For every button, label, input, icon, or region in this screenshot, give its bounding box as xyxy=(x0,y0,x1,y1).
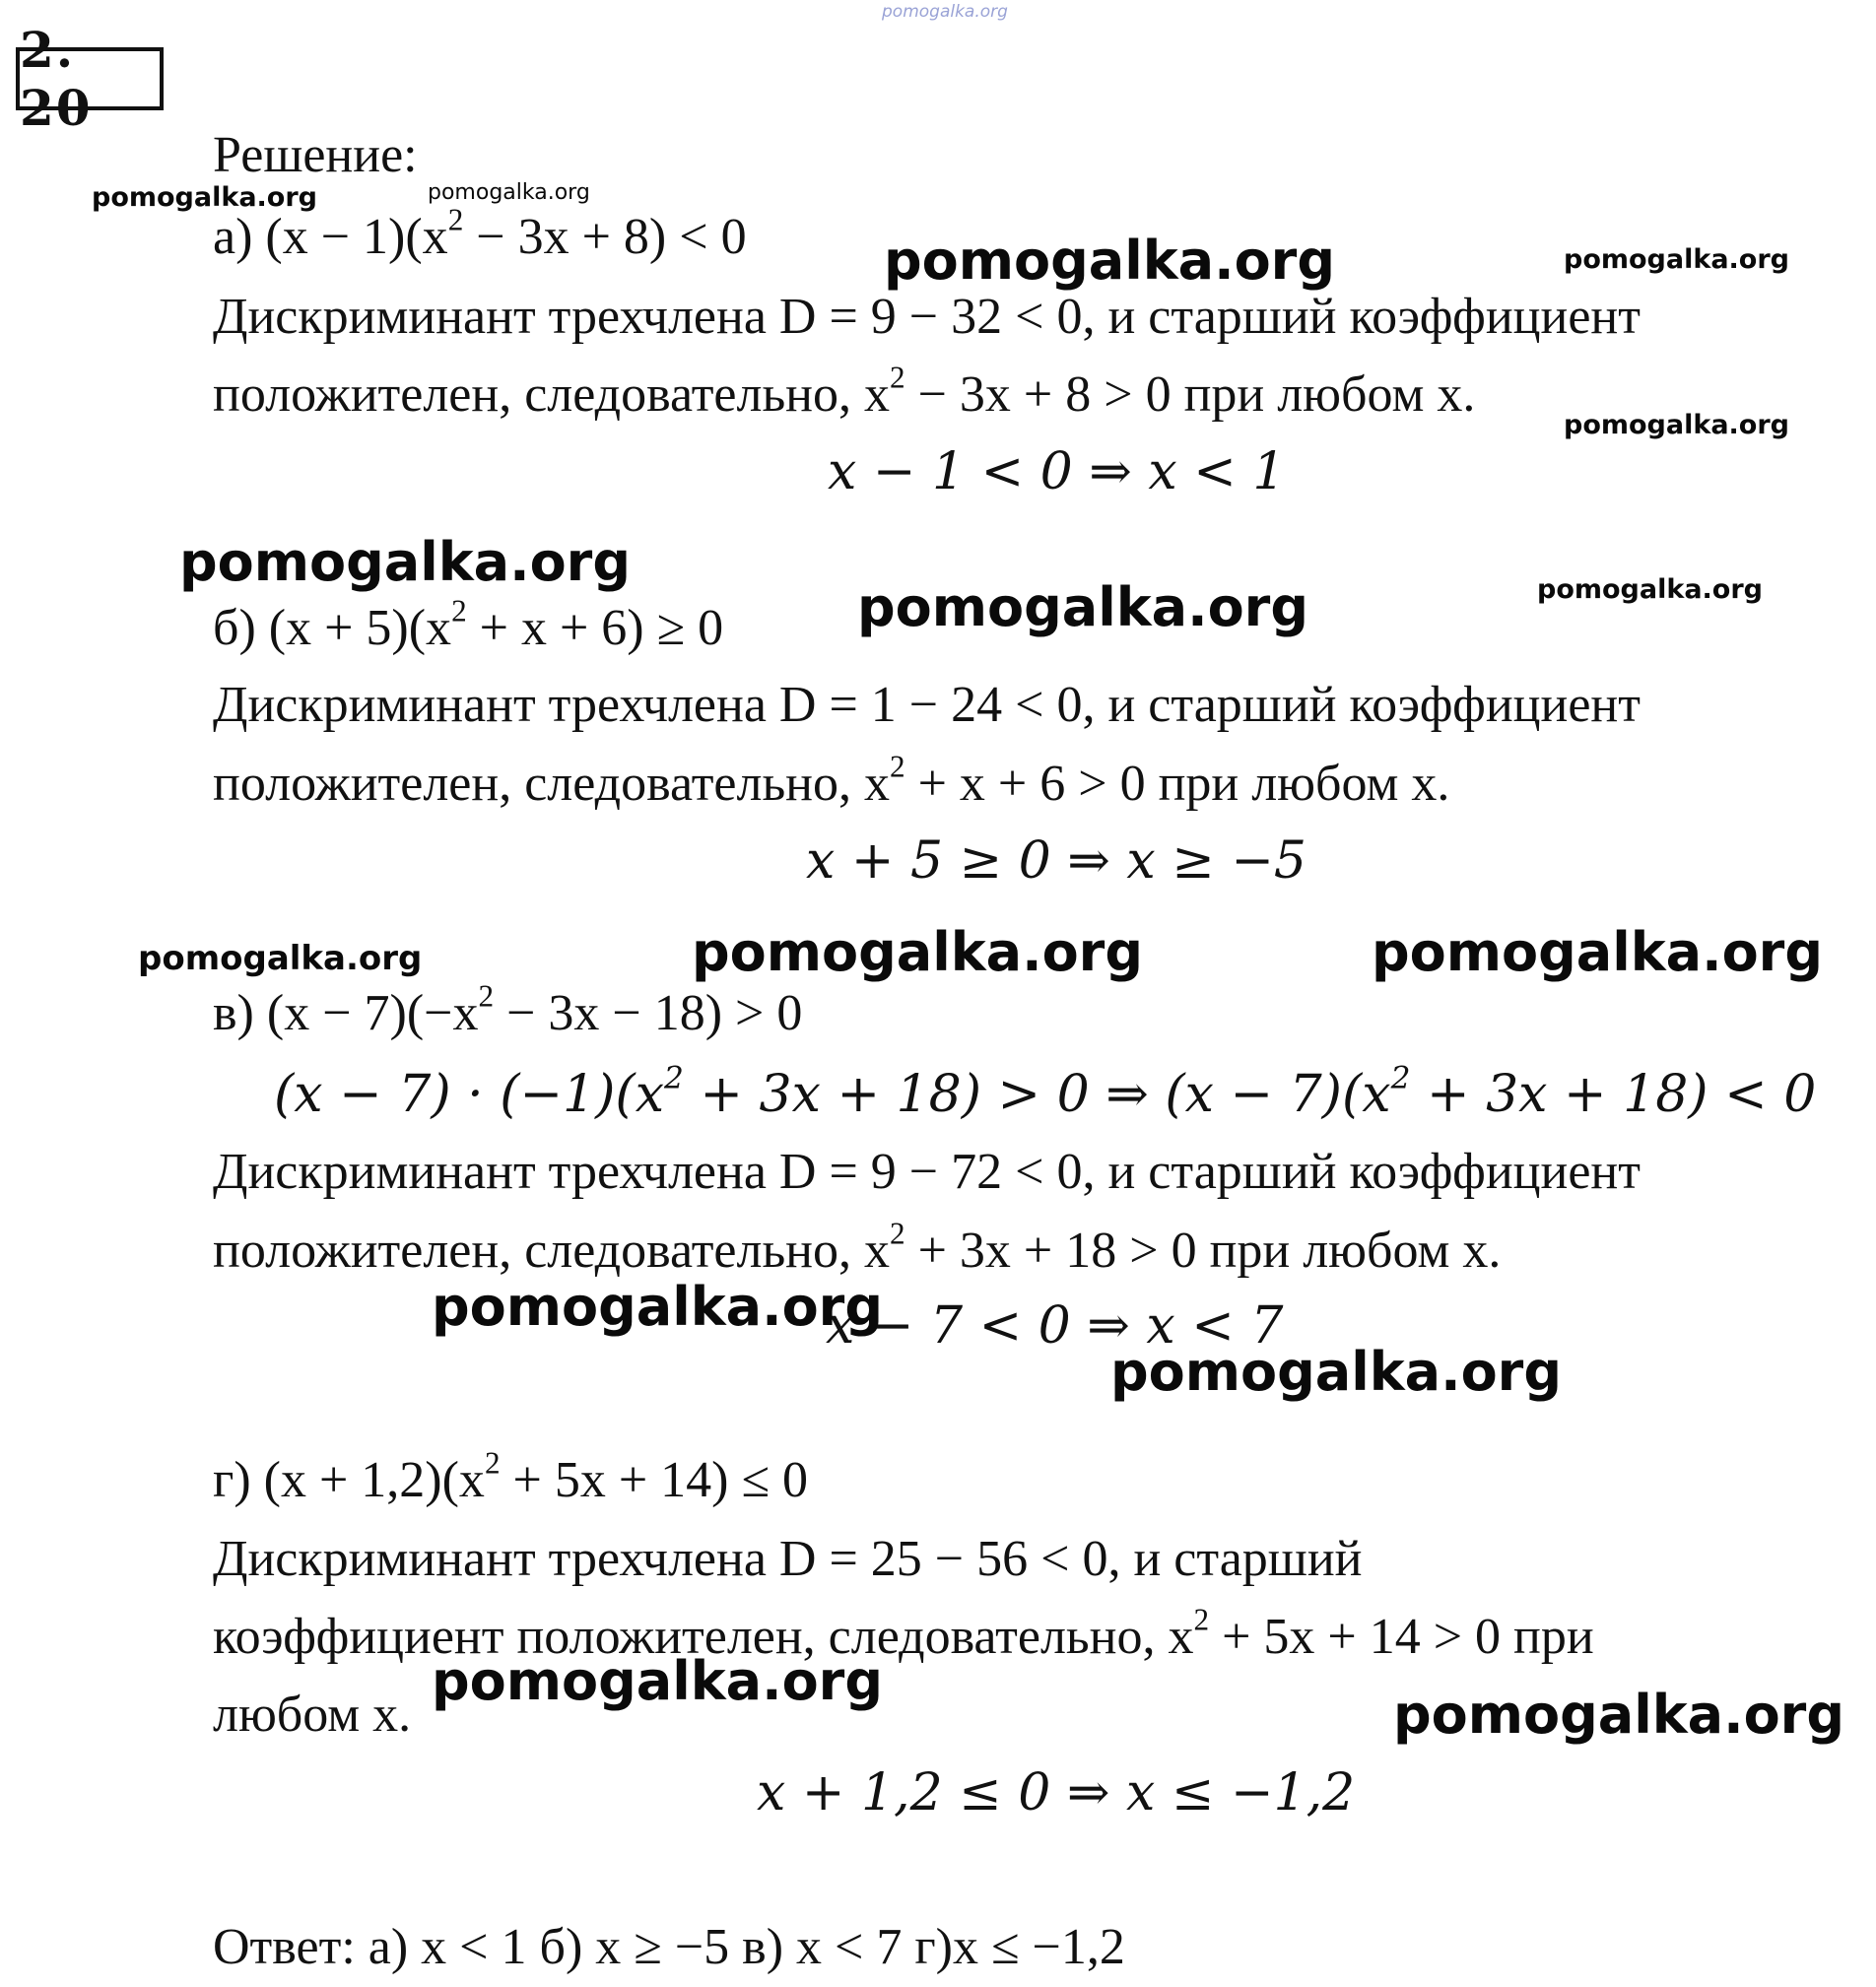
part-v-discriminant: Дискриминант трехчлена D = 9 − 72 < 0, и старший коэффициент xyxy=(213,1144,1641,1200)
part-g-label: г) xyxy=(213,1452,251,1508)
exponent: 2 xyxy=(890,360,905,395)
part-v-transform-a: (x − 7) · (−1)(x xyxy=(274,1065,665,1124)
part-b-expr-end: + x + 6) ≥ 0 xyxy=(466,600,724,656)
exponent: 2 xyxy=(890,749,905,784)
watermark: pomogalka.org xyxy=(1564,410,1789,440)
site-header-watermark: pomogalka.org xyxy=(882,2,1008,22)
exponent: 2 xyxy=(484,1445,501,1481)
part-a-expr-end: − 3x + 8) < 0 xyxy=(463,209,747,265)
part-b-result: x + 5 ≥ 0 ⇒ x ≥ −5 xyxy=(806,831,1306,891)
part-b-expr-start: (x + 5)(x xyxy=(268,600,452,656)
task-number: 2. 20 xyxy=(16,47,164,110)
watermark: pomogalka.org xyxy=(428,180,590,205)
part-v-result: x − 7 < 0 ⇒ x < 7 xyxy=(826,1296,1284,1356)
part-a-positive-end: − 3x + 8 > 0 при любом x. xyxy=(904,366,1476,423)
part-v-positive-start: положителен, следовательно, x xyxy=(213,1223,890,1279)
part-g-expr-start: (x + 1,2)(x xyxy=(263,1452,485,1508)
watermark: pomogalka.org xyxy=(432,1650,883,1712)
solution-label: Решение: xyxy=(213,127,418,183)
part-b-problem xyxy=(213,593,724,656)
watermark: pomogalka.org xyxy=(1110,1341,1562,1403)
part-g-positive-start: коэффициент положителен, следовательно, x xyxy=(213,1609,1194,1665)
part-v-expr-end: − 3x − 18) > 0 xyxy=(494,985,803,1041)
watermark: pomogalka.org xyxy=(179,531,631,593)
exponent: 2 xyxy=(664,1060,684,1096)
part-g-result: x + 1,2 ≤ 0 ⇒ x ≤ −1,2 xyxy=(757,1763,1356,1822)
watermark: pomogalka.org xyxy=(92,182,317,213)
part-v-expr-start: (x − 7)(−x xyxy=(266,985,479,1041)
watermark: pomogalka.org xyxy=(857,576,1308,638)
watermark: pomogalka.org xyxy=(1537,574,1763,605)
part-g-expr-end: + 5x + 14) ≤ 0 xyxy=(500,1452,809,1508)
part-g-discriminant: Дискриминант трехчлена D = 25 − 56 < 0, и старший xyxy=(213,1531,1363,1587)
part-g-positive-cont: любом x. xyxy=(213,1687,412,1743)
part-a-label: а) xyxy=(213,209,253,265)
exponent: 2 xyxy=(451,593,467,629)
part-b-positive-start: положителен, следовательно, x xyxy=(213,756,890,812)
part-b-discriminant: Дискриминант трехчлена D = 1 − 24 < 0, и старший коэффициент xyxy=(213,677,1641,733)
part-a-positive-start: положителен, следовательно, x xyxy=(213,366,890,423)
part-g-positive-end: + 5x + 14 > 0 при xyxy=(1209,1609,1594,1665)
part-v-positive-end: + 3x + 18 > 0 при любом x. xyxy=(904,1223,1502,1279)
watermark: pomogalka.org xyxy=(692,921,1143,983)
exponent: 2 xyxy=(1193,1602,1210,1637)
part-b-label: б) xyxy=(213,600,256,656)
watermark: pomogalka.org xyxy=(884,230,1335,292)
answer-line: Ответ: а) x < 1 б) x ≥ −5 в) x < 7 г)x ≤ −1,2 xyxy=(213,1919,1125,1975)
part-v-label: в) xyxy=(213,985,254,1041)
exponent: 2 xyxy=(478,978,495,1014)
part-g-positive xyxy=(213,1602,1594,1665)
watermark: pomogalka.org xyxy=(138,939,423,978)
watermark: pomogalka.org xyxy=(432,1276,883,1338)
watermark: pomogalka.org xyxy=(1564,244,1789,275)
exponent: 2 xyxy=(447,202,464,237)
part-a-result: x − 1 < 0 ⇒ x < 1 xyxy=(828,442,1286,501)
part-v-problem xyxy=(213,978,803,1041)
part-a-problem xyxy=(213,202,747,265)
part-a-positive xyxy=(213,360,1476,423)
watermark: pomogalka.org xyxy=(1372,921,1823,983)
part-v-transform xyxy=(274,1060,1817,1124)
part-g-problem xyxy=(213,1445,809,1508)
watermark: pomogalka.org xyxy=(1393,1684,1844,1746)
part-b-positive xyxy=(213,749,1450,812)
part-v-transform-c: + 3x + 18) < 0 xyxy=(1410,1065,1817,1124)
exponent: 2 xyxy=(1390,1060,1411,1096)
exponent: 2 xyxy=(890,1216,905,1251)
part-v-positive xyxy=(213,1216,1502,1279)
part-b-positive-end: + x + 6 > 0 при любом x. xyxy=(904,756,1450,812)
part-a-discriminant: Дискриминант трехчлена D = 9 − 32 < 0, и старший коэффициент xyxy=(213,289,1641,345)
part-a-expr-start: (x − 1)(x xyxy=(265,209,448,265)
part-v-transform-b: + 3x + 18) > 0 ⇒ (x − 7)(x xyxy=(683,1065,1391,1124)
